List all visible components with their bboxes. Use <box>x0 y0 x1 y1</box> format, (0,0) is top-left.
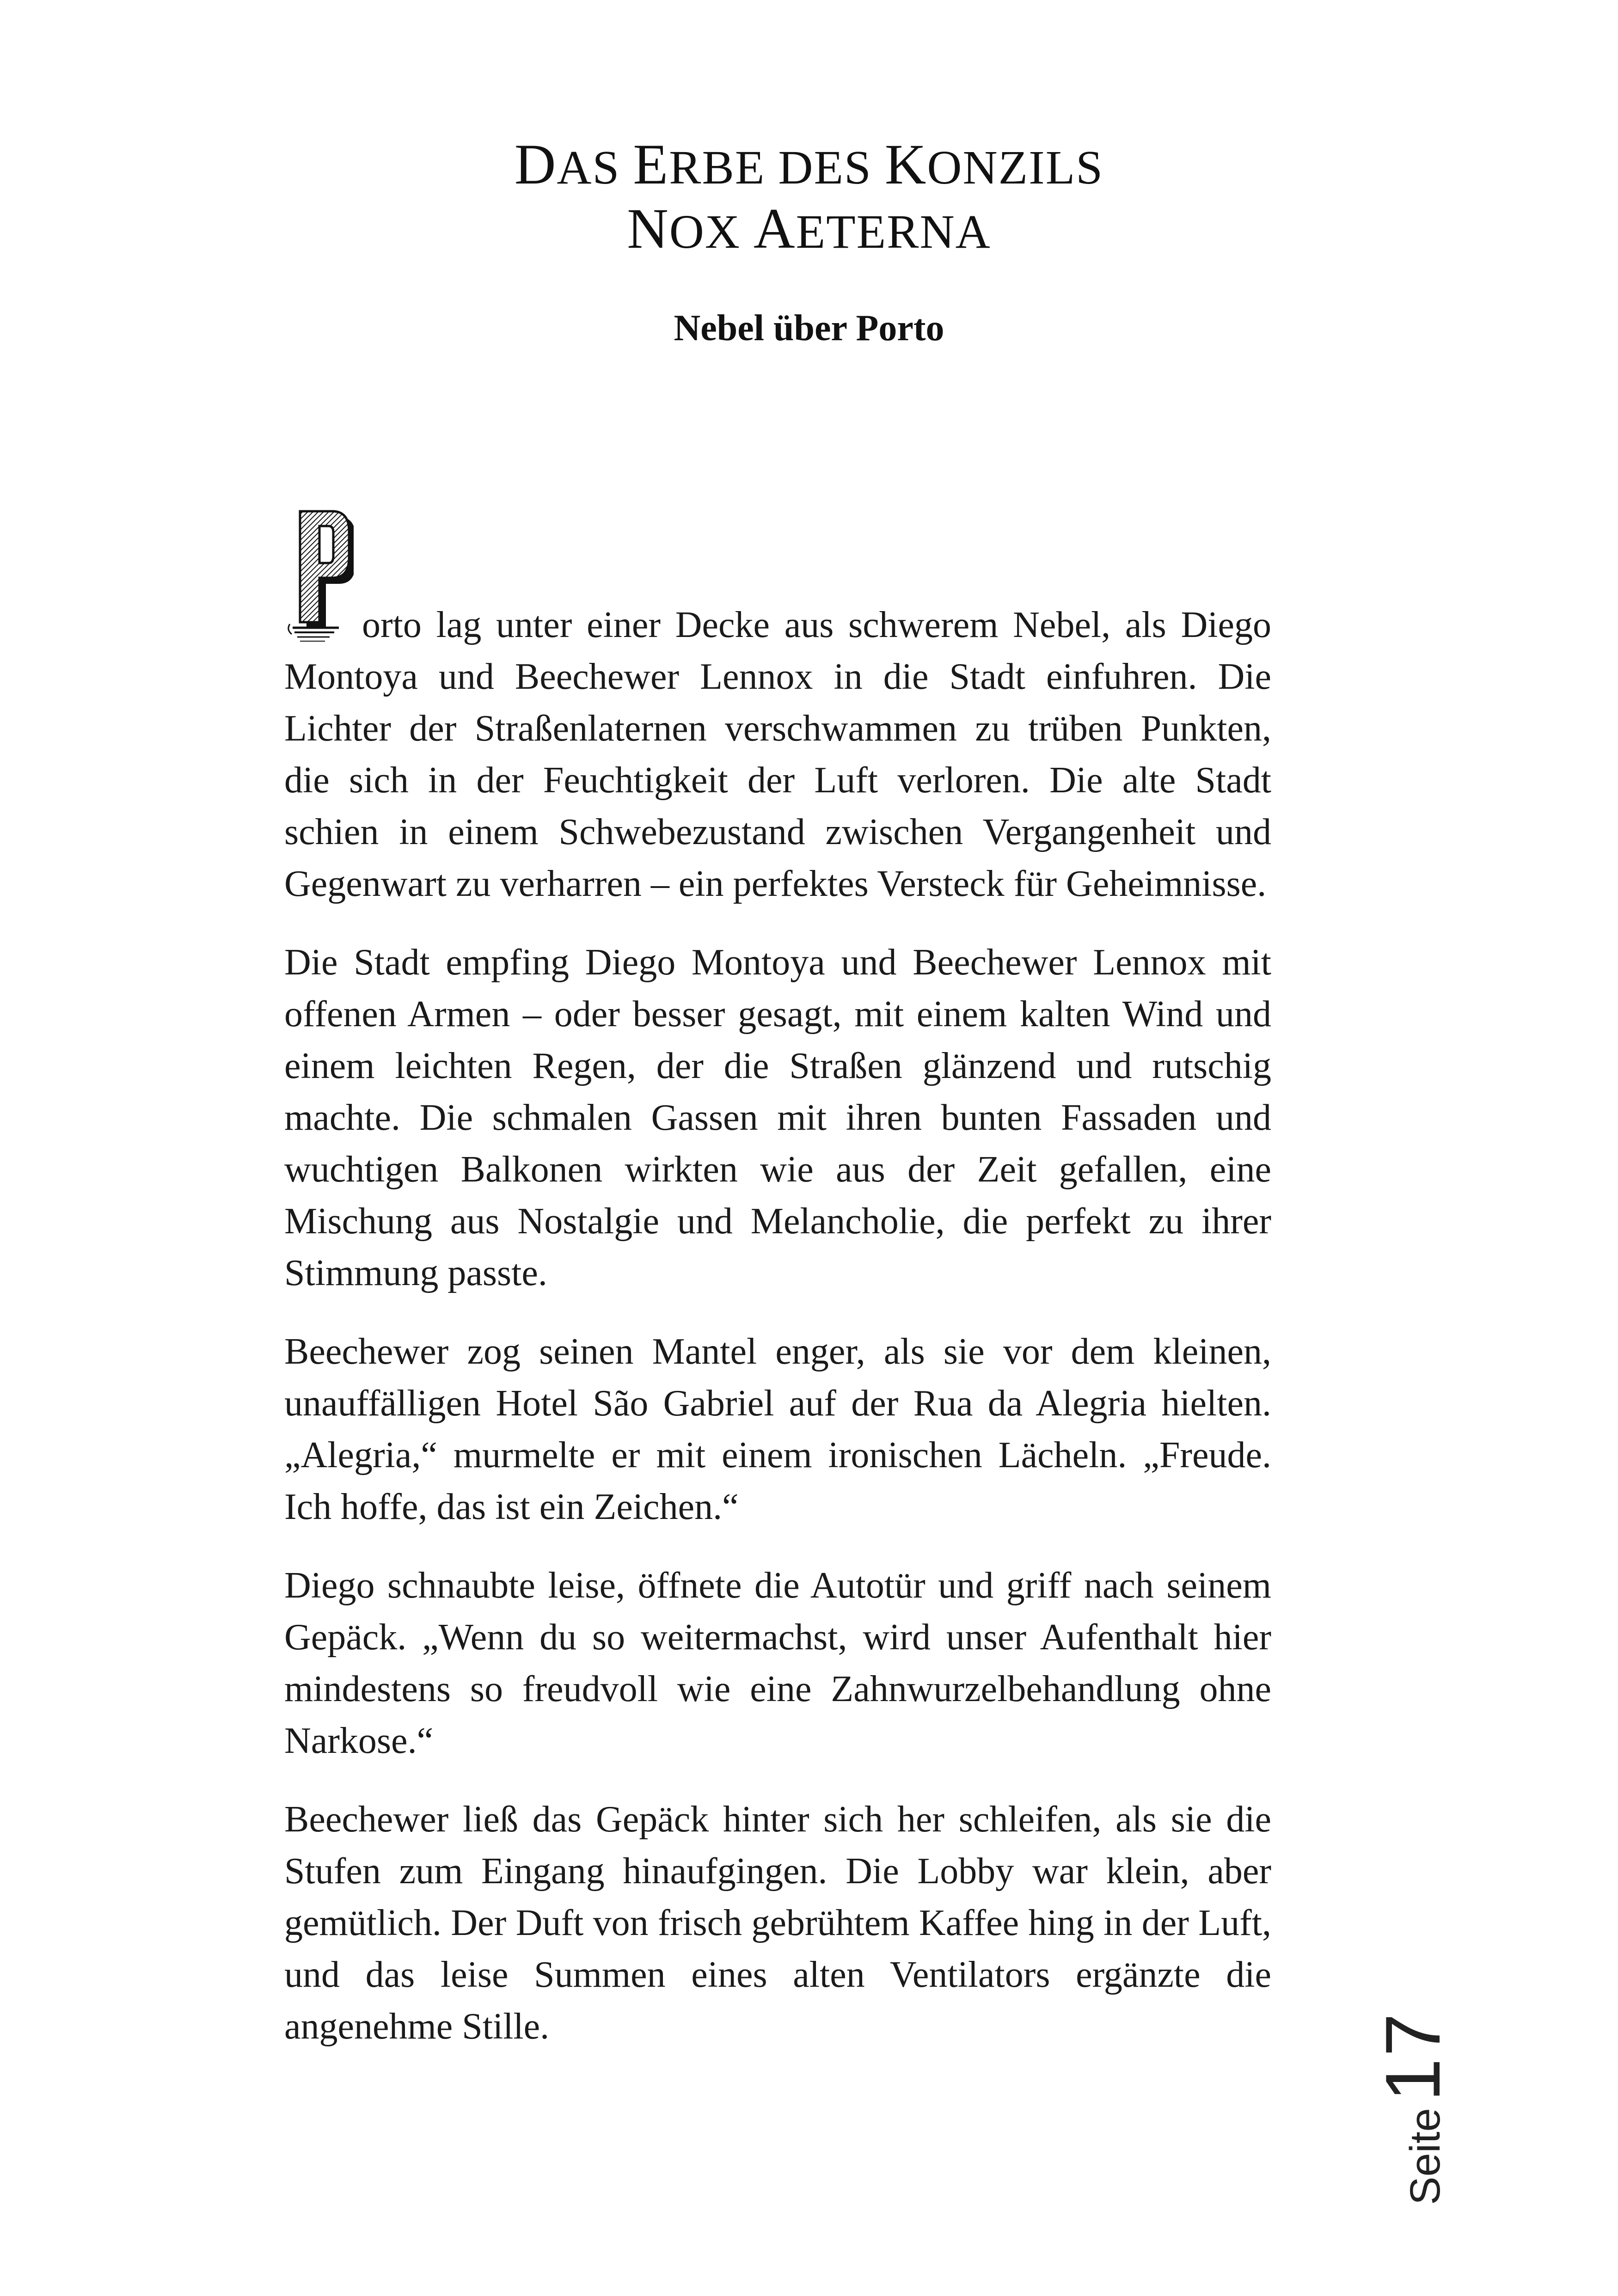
paragraph-1 <box>284 513 1271 910</box>
title-initial: E <box>633 133 669 196</box>
title-initial: D <box>514 133 557 196</box>
page-label: Seite <box>1402 2108 1449 2205</box>
book-title-line-1 <box>0 134 1618 198</box>
chapter-title: Nebel über Porto <box>674 308 944 349</box>
title-initial: N <box>627 197 669 260</box>
paragraph-3: Beechewer zog seinen Mantel enger, als sie vor dem kleinen, unauffälligen Hotel São Gabriel auf der Rua da Alegria hielten. „Alegria,“ murmelte er mit einem ironischen Lächeln. „Freude. Ich hoffe, das ist ein Zeichen.“ <box>284 1331 1271 1527</box>
title-text: RBE DES <box>669 141 885 194</box>
ornamental-dropcap-p-icon <box>284 508 354 645</box>
page-number <box>1368 1872 1461 2205</box>
title-text: OX <box>669 205 754 258</box>
title-initial: K <box>884 133 927 196</box>
title-initial: A <box>754 197 796 260</box>
body-text <box>284 513 1271 2079</box>
paragraph-text: orto lag unter einer Decke aus schwerem Nebel, als Diego Montoya und Beechewer Lennox in die Stadt einfuhren. Die Lichter der Straßenlaternen verschwammen zu trüben Punkten, die sich in der Feuchtigkeit der Luft verloren. Die alte Stadt schien in einem Schwebezustand zwischen Vergangenheit und Gegenwart zu verharren – ein perfektes Versteck für Geheimnisse. <box>284 605 1271 904</box>
book-title-line-2 <box>0 198 1618 263</box>
paragraph-5: Beechewer ließ das Gepäck hinter sich her schleifen, als sie die Stufen zum Eingang hinaufgingen. Die Lobby war klein, aber gemütlich. Der Duft von frisch gebrühtem Kaffee hing in der Luft, und das leise Summen eines alten Ventilators ergänzte die angenehme Stille. <box>284 1799 1271 2047</box>
page-number-value: 17 <box>1369 2011 1456 2102</box>
title-text: ONZILS <box>927 141 1104 194</box>
title-text: AS <box>557 141 633 194</box>
paragraph-4: Diego schnaubte leise, öffnete die Autotür und griff nach seinem Gepäck. „Wenn du so weitermachst, wird unser Aufenthalt hier mindestens so freudvoll wie eine Zahnwurzelbehandlung ohne Narkose.“ <box>284 1565 1271 1761</box>
book-header <box>0 134 1618 263</box>
title-text: ETERNA <box>796 205 991 258</box>
paragraph-2: Die Stadt empfing Diego Montoya und Beechewer Lennox mit offenen Armen – oder besser gesagt, mit einem kalten Wind und einem leichten Regen, der die Straßen glänzend und rutschig machte. Die schmalen Gassen mit ihren bunten Fassaden und wuchtigen Balkonen wirkten wie aus der Zeit gefallen, eine Mischung aus Nostalgie und Melancholie, die perfekt zu ihrer Stimmung passte. <box>284 942 1271 1293</box>
